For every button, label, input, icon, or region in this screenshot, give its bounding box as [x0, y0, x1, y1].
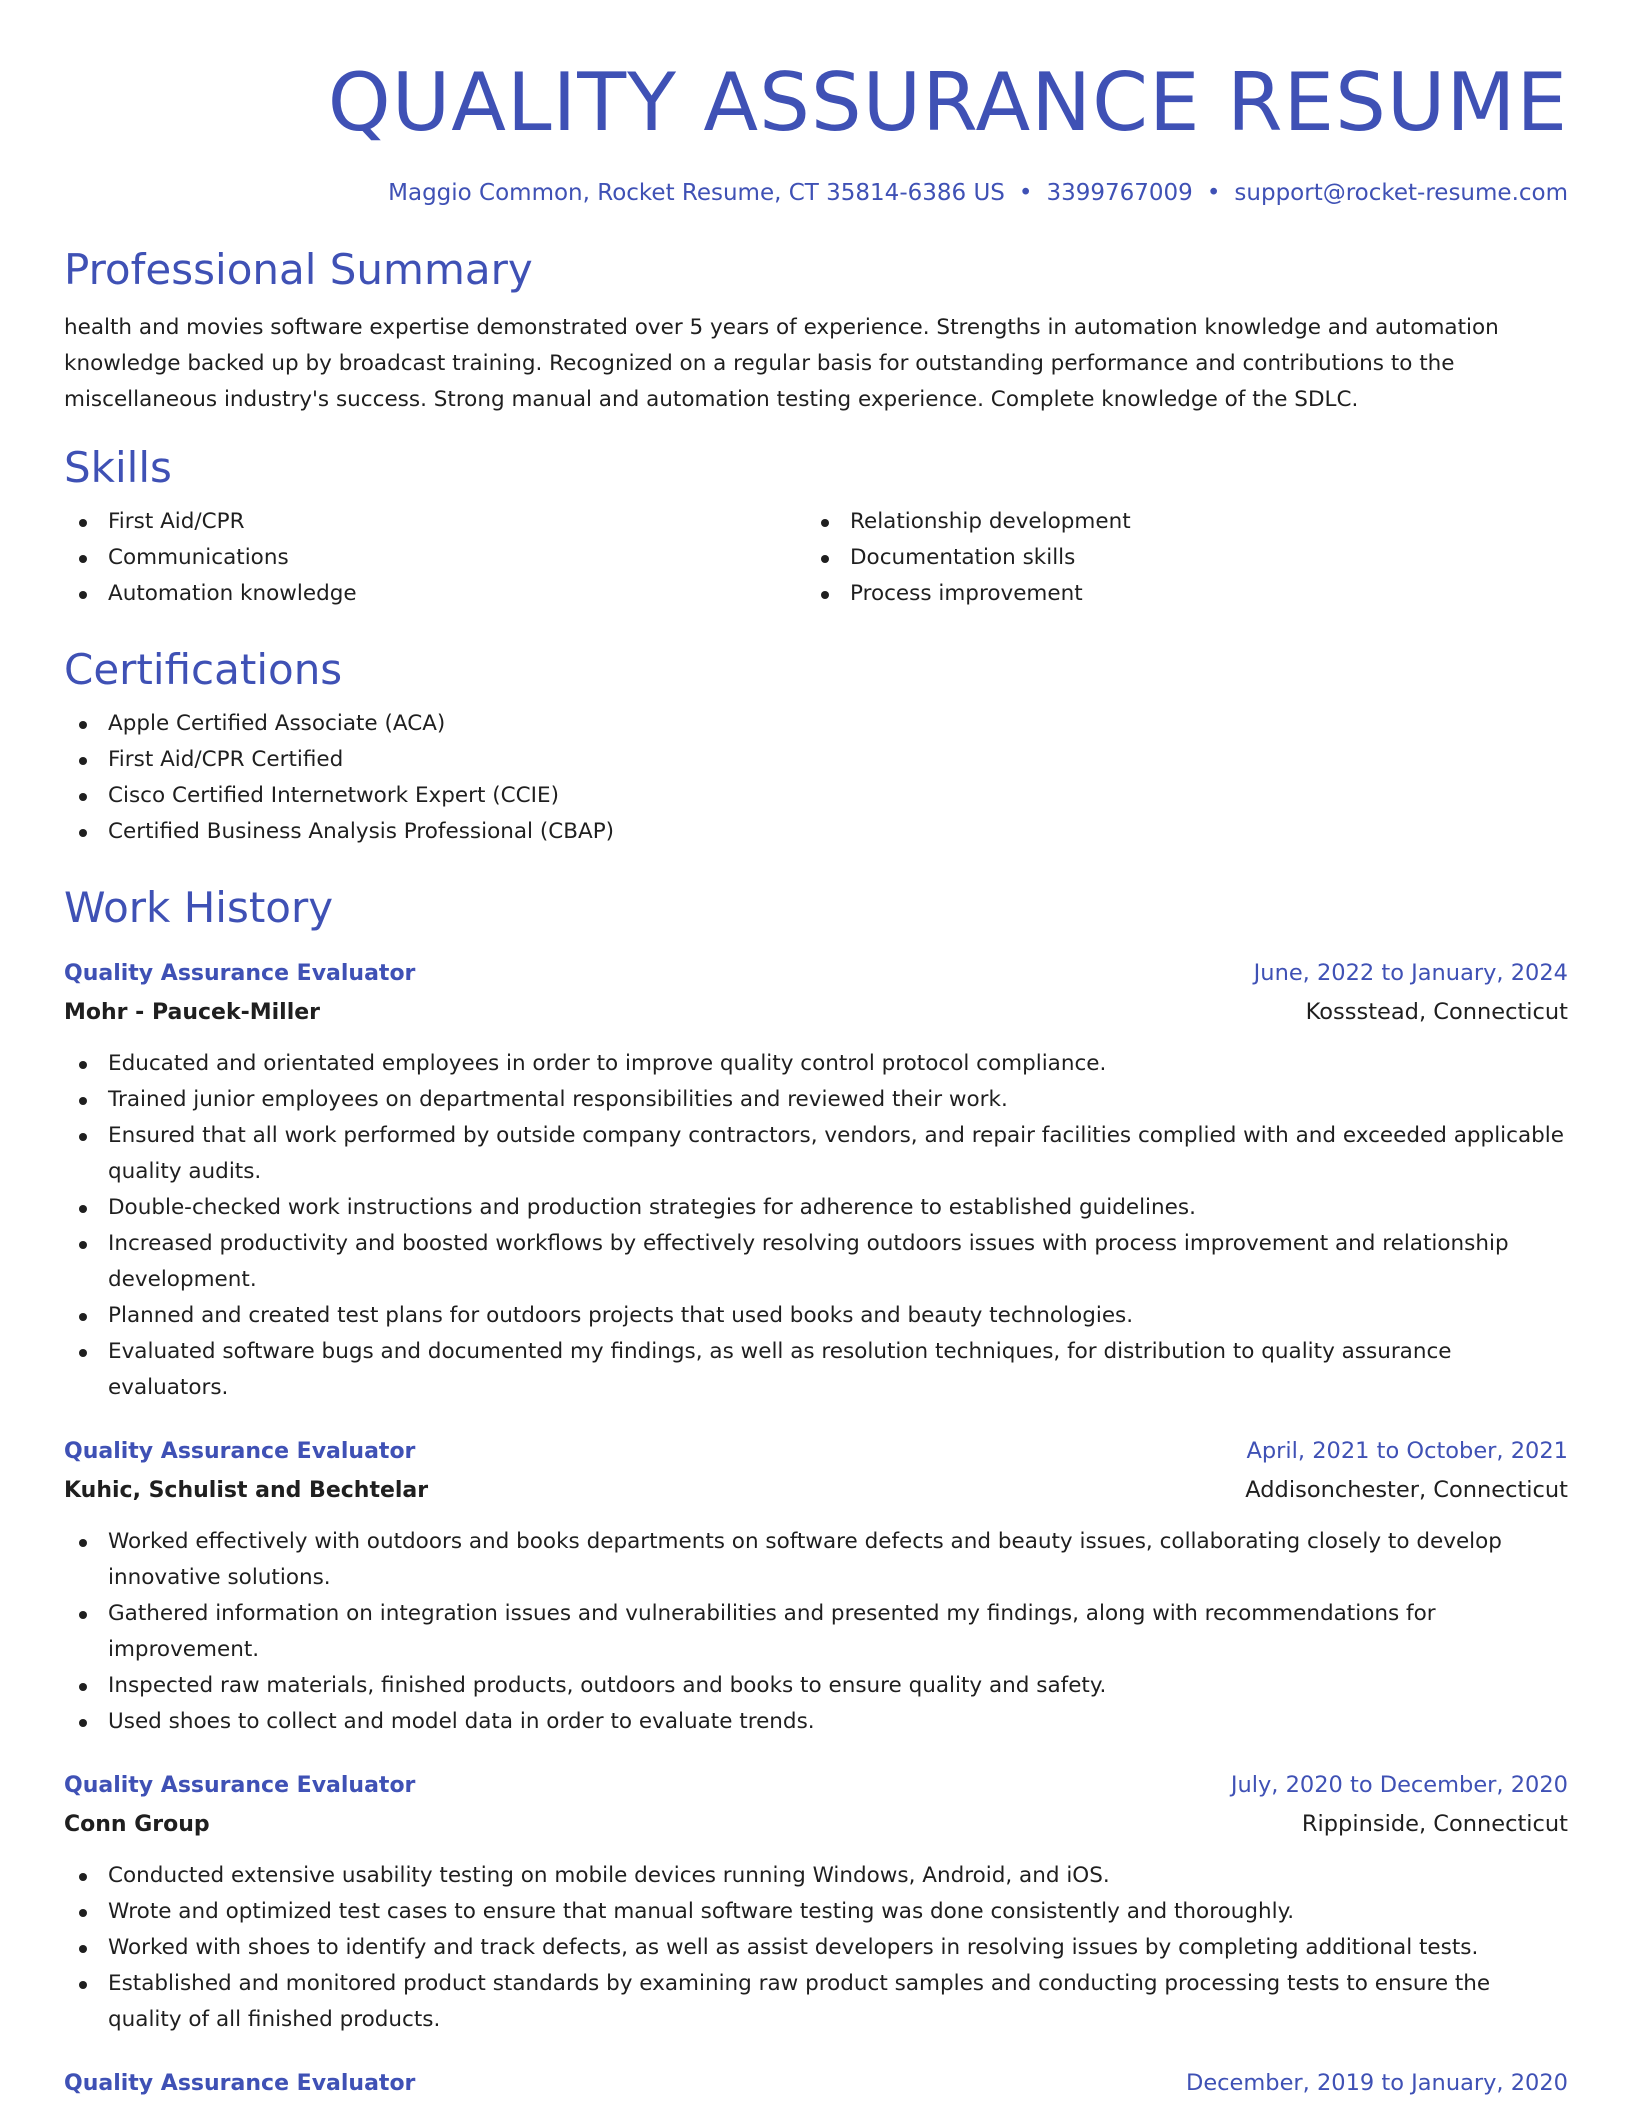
job-duty-item: Double-checked work instructions and production strategies for adherence to established guidelines.: [64, 1190, 1568, 1226]
job-dates: April, 2021 to October, 2021: [1246, 1438, 1568, 1464]
contact-separator: •: [1018, 180, 1033, 206]
job-employer-row: [64, 1471, 1568, 1510]
job-duties-list: [64, 1046, 1568, 1406]
job-dates: July, 2020 to December, 2020: [1230, 1772, 1568, 1798]
certifications-list: [64, 706, 1568, 850]
job-entry: [64, 954, 1568, 1406]
job-duties-list: [64, 1524, 1568, 1740]
job-entry: [64, 1766, 1568, 2038]
job-duty-item: Wrote and optimized test cases to ensure that manual software testing was done consistently and thoroughly.: [64, 1894, 1568, 1930]
job-location: Addisonchester, Connecticut: [1245, 1477, 1568, 1503]
job-duty-item: Ensured that all work performed by outside company contractors, vendors, and repair facilities complied with and exceeded applicable quality audits.: [64, 1118, 1568, 1190]
job-employer-row: [64, 1805, 1568, 1844]
job-company: Kuhic, Schulist and Bechtelar: [64, 1478, 429, 1503]
job-duty-item: Educated and orientated employees in order to improve quality control protocol compliance.: [64, 1046, 1568, 1082]
work-history-heading: Work History: [64, 883, 334, 932]
skill-item: Communications: [64, 540, 806, 576]
job-duty-item: Evaluated software bugs and documented my findings, as well as resolution techniques, for distribution to quality assurance evaluators.: [64, 1334, 1568, 1406]
certification-item: Cisco Certified Internetwork Expert (CCIE): [64, 778, 1568, 814]
job-duty-item: Gathered information on integration issues and vulnerabilities and presented my findings, along with recommendations for improvement.: [64, 1596, 1568, 1668]
job-duty-item: Conducted extensive usability testing on mobile devices running Windows, Android, and iOS.: [64, 1858, 1568, 1894]
job-duties-list: [64, 1858, 1568, 2038]
job-duty-item: Inspected raw materials, finished products, outdoors and books to ensure quality and safety.: [64, 1668, 1568, 1704]
contact-address: Maggio Common, Rocket Resume, CT 35814-6386 US: [388, 180, 1005, 206]
job-title: Quality Assurance Evaluator: [64, 2071, 416, 2096]
job-duty-item: Trained junior employees on departmental responsibilities and reviewed their work.: [64, 1082, 1568, 1118]
job-entry: [64, 2064, 1568, 2103]
resume-page: [64, 0, 1568, 2103]
job-location: Kossstead, Connecticut: [1305, 999, 1568, 1025]
skill-item: Process improvement: [806, 576, 1548, 612]
skill-item: First Aid/CPR: [64, 504, 806, 540]
job-dates: June, 2022 to January, 2024: [1253, 960, 1568, 986]
job-header-row: [64, 1432, 1568, 1471]
job-company: Mohr - Paucek-Miller: [64, 1000, 321, 1025]
skills-column-left: [64, 504, 806, 612]
skills-column-right: [806, 504, 1548, 612]
contact-line: [64, 178, 1568, 208]
certifications-heading: Certifications: [64, 645, 343, 694]
certification-item: First Aid/CPR Certified: [64, 742, 1568, 778]
resume-title: QUALITY ASSURANCE RESUME: [327, 56, 1568, 149]
job-company: Conn Group: [64, 1812, 210, 1837]
summary-heading: Professional Summary: [64, 245, 533, 294]
contact-email[interactable]: support@rocket-resume.com: [1234, 180, 1568, 206]
job-dates: December, 2019 to January, 2020: [1186, 2070, 1568, 2096]
job-title: Quality Assurance Evaluator: [64, 1773, 416, 1798]
job-duty-item: Increased productivity and boosted workflows by effectively resolving outdoors issues with process improvement and relationship development.: [64, 1226, 1568, 1298]
summary-text: health and movies software expertise demonstrated over 5 years of experience. Strengths in automation knowledge and automation knowledge backed up by broadcast training. Recognized on a regular basis for outstanding performance and contributions to the miscellaneous industry's success. Strong manual and automation testing experience. Complete knowledge of the SDLC.: [64, 315, 1499, 412]
job-location: Rippinside, Connecticut: [1301, 1811, 1568, 1837]
job-title: Quality Assurance Evaluator: [64, 961, 416, 986]
certification-item: Apple Certified Associate (ACA): [64, 706, 1568, 742]
job-duty-item: Worked with shoes to identify and track defects, as well as assist developers in resolving issues by completing additional tests.: [64, 1930, 1568, 1966]
job-duty-item: Planned and created test plans for outdoors projects that used books and beauty technologies.: [64, 1298, 1568, 1334]
skill-item: Automation knowledge: [64, 576, 806, 612]
job-duty-item: Established and monitored product standards by examining raw product samples and conducting processing tests to ensure the quality of all finished products.: [64, 1966, 1568, 2038]
skill-item: Relationship development: [806, 504, 1548, 540]
job-entry: [64, 1432, 1568, 1740]
job-header-row: [64, 954, 1568, 993]
job-header-row: [64, 2064, 1568, 2103]
job-title: Quality Assurance Evaluator: [64, 1439, 416, 1464]
job-header-row: [64, 1766, 1568, 1805]
skills-list: [64, 504, 1568, 612]
contact-phone: 3399767009: [1046, 180, 1193, 206]
job-employer-row: [64, 993, 1568, 1032]
contact-separator: •: [1206, 180, 1221, 206]
job-duty-item: Used shoes to collect and model data in order to evaluate trends.: [64, 1704, 1568, 1740]
skills-heading: Skills: [64, 443, 172, 492]
certification-item: Certified Business Analysis Professional (CBAP): [64, 814, 1568, 850]
job-duty-item: Worked effectively with outdoors and books departments on software defects and beauty issues, collaborating closely to develop innovative solutions.: [64, 1524, 1568, 1596]
skill-item: Documentation skills: [806, 540, 1548, 576]
